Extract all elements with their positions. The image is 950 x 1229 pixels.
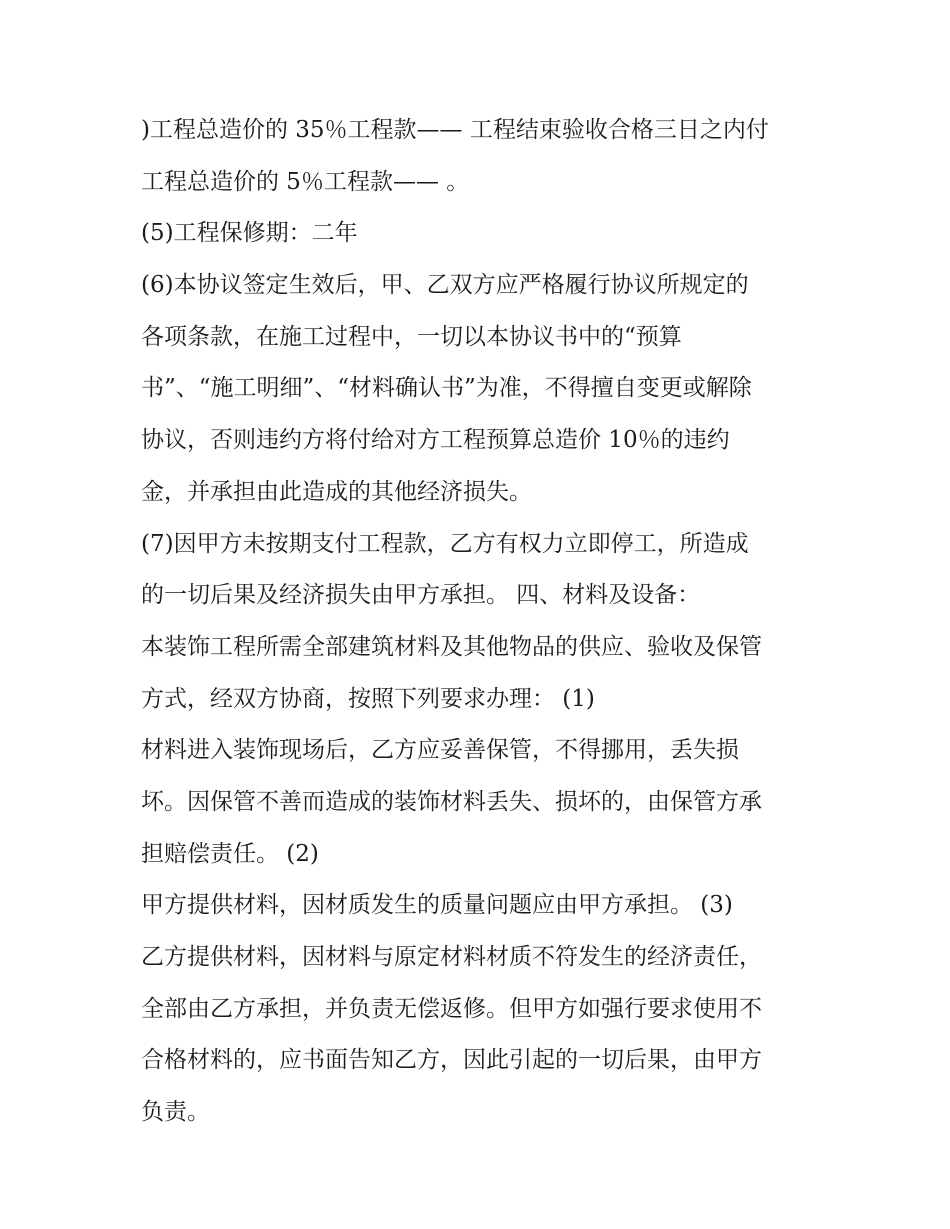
text-line: 担赔偿责任。 (2) xyxy=(141,840,319,867)
text-line: 甲方提供材料，因材质发生的质量问题应由甲方承担。 (3) xyxy=(141,892,733,919)
text-line: (7)因甲方未按期支付工程款，乙方有权力立即停工，所造成 xyxy=(141,530,749,557)
text-line: 乙方提供材料，因材料与原定材料材质不符发生的经济责任， xyxy=(141,944,762,970)
text-line: 协议，否则违约方将付给对方工程预算总造价 10％的违约 xyxy=(141,427,730,454)
text-line: 的一切后果及经济损失由甲方承担。 四、材料及设备： xyxy=(141,582,701,609)
text-line: )工程总造价的 35％工程款—— 工程结束验收合格三日之内付 xyxy=(141,117,769,143)
text-line: 合格材料的，应书面告知乙方，因此引起的一切后果，由甲方 xyxy=(141,1047,762,1074)
text-line: 工程总造价的 5％工程款—— 。 xyxy=(141,168,470,195)
text-line: 金，并承担由此造成的其他经济损失。 xyxy=(141,478,532,505)
text-line: (5)工程保修期：二年 xyxy=(141,220,358,247)
text-line: 负责。 xyxy=(141,1099,210,1126)
text-line: (6)本协议签定生效后，甲、乙双方应严格履行协议所规定的 xyxy=(141,272,749,299)
text-line: 材料进入装饰现场后，乙方应妥善保管，不得挪用，丢失损 xyxy=(141,737,739,764)
contract-text xyxy=(141,108,821,1142)
text-line: 本装饰工程所需全部建筑材料及其他物品的供应、验收及保管 xyxy=(141,633,762,660)
text-line: 各项条款，在施工过程中，一切以本协议书中的“预算 xyxy=(141,323,682,350)
text-line: 书”、“施工明细”、“材料确认书”为准，不得擅自变更或解除 xyxy=(141,375,752,402)
text-line: 全部由乙方承担，并负责无偿返修。但甲方如强行要求使用不 xyxy=(141,995,762,1022)
text-line: 坏。因保管不善而造成的装饰材料丢失、损坏的，由保管方承 xyxy=(141,788,762,815)
text-line: 方式，经双方协商，按照下列要求办理： (1) xyxy=(141,685,595,712)
